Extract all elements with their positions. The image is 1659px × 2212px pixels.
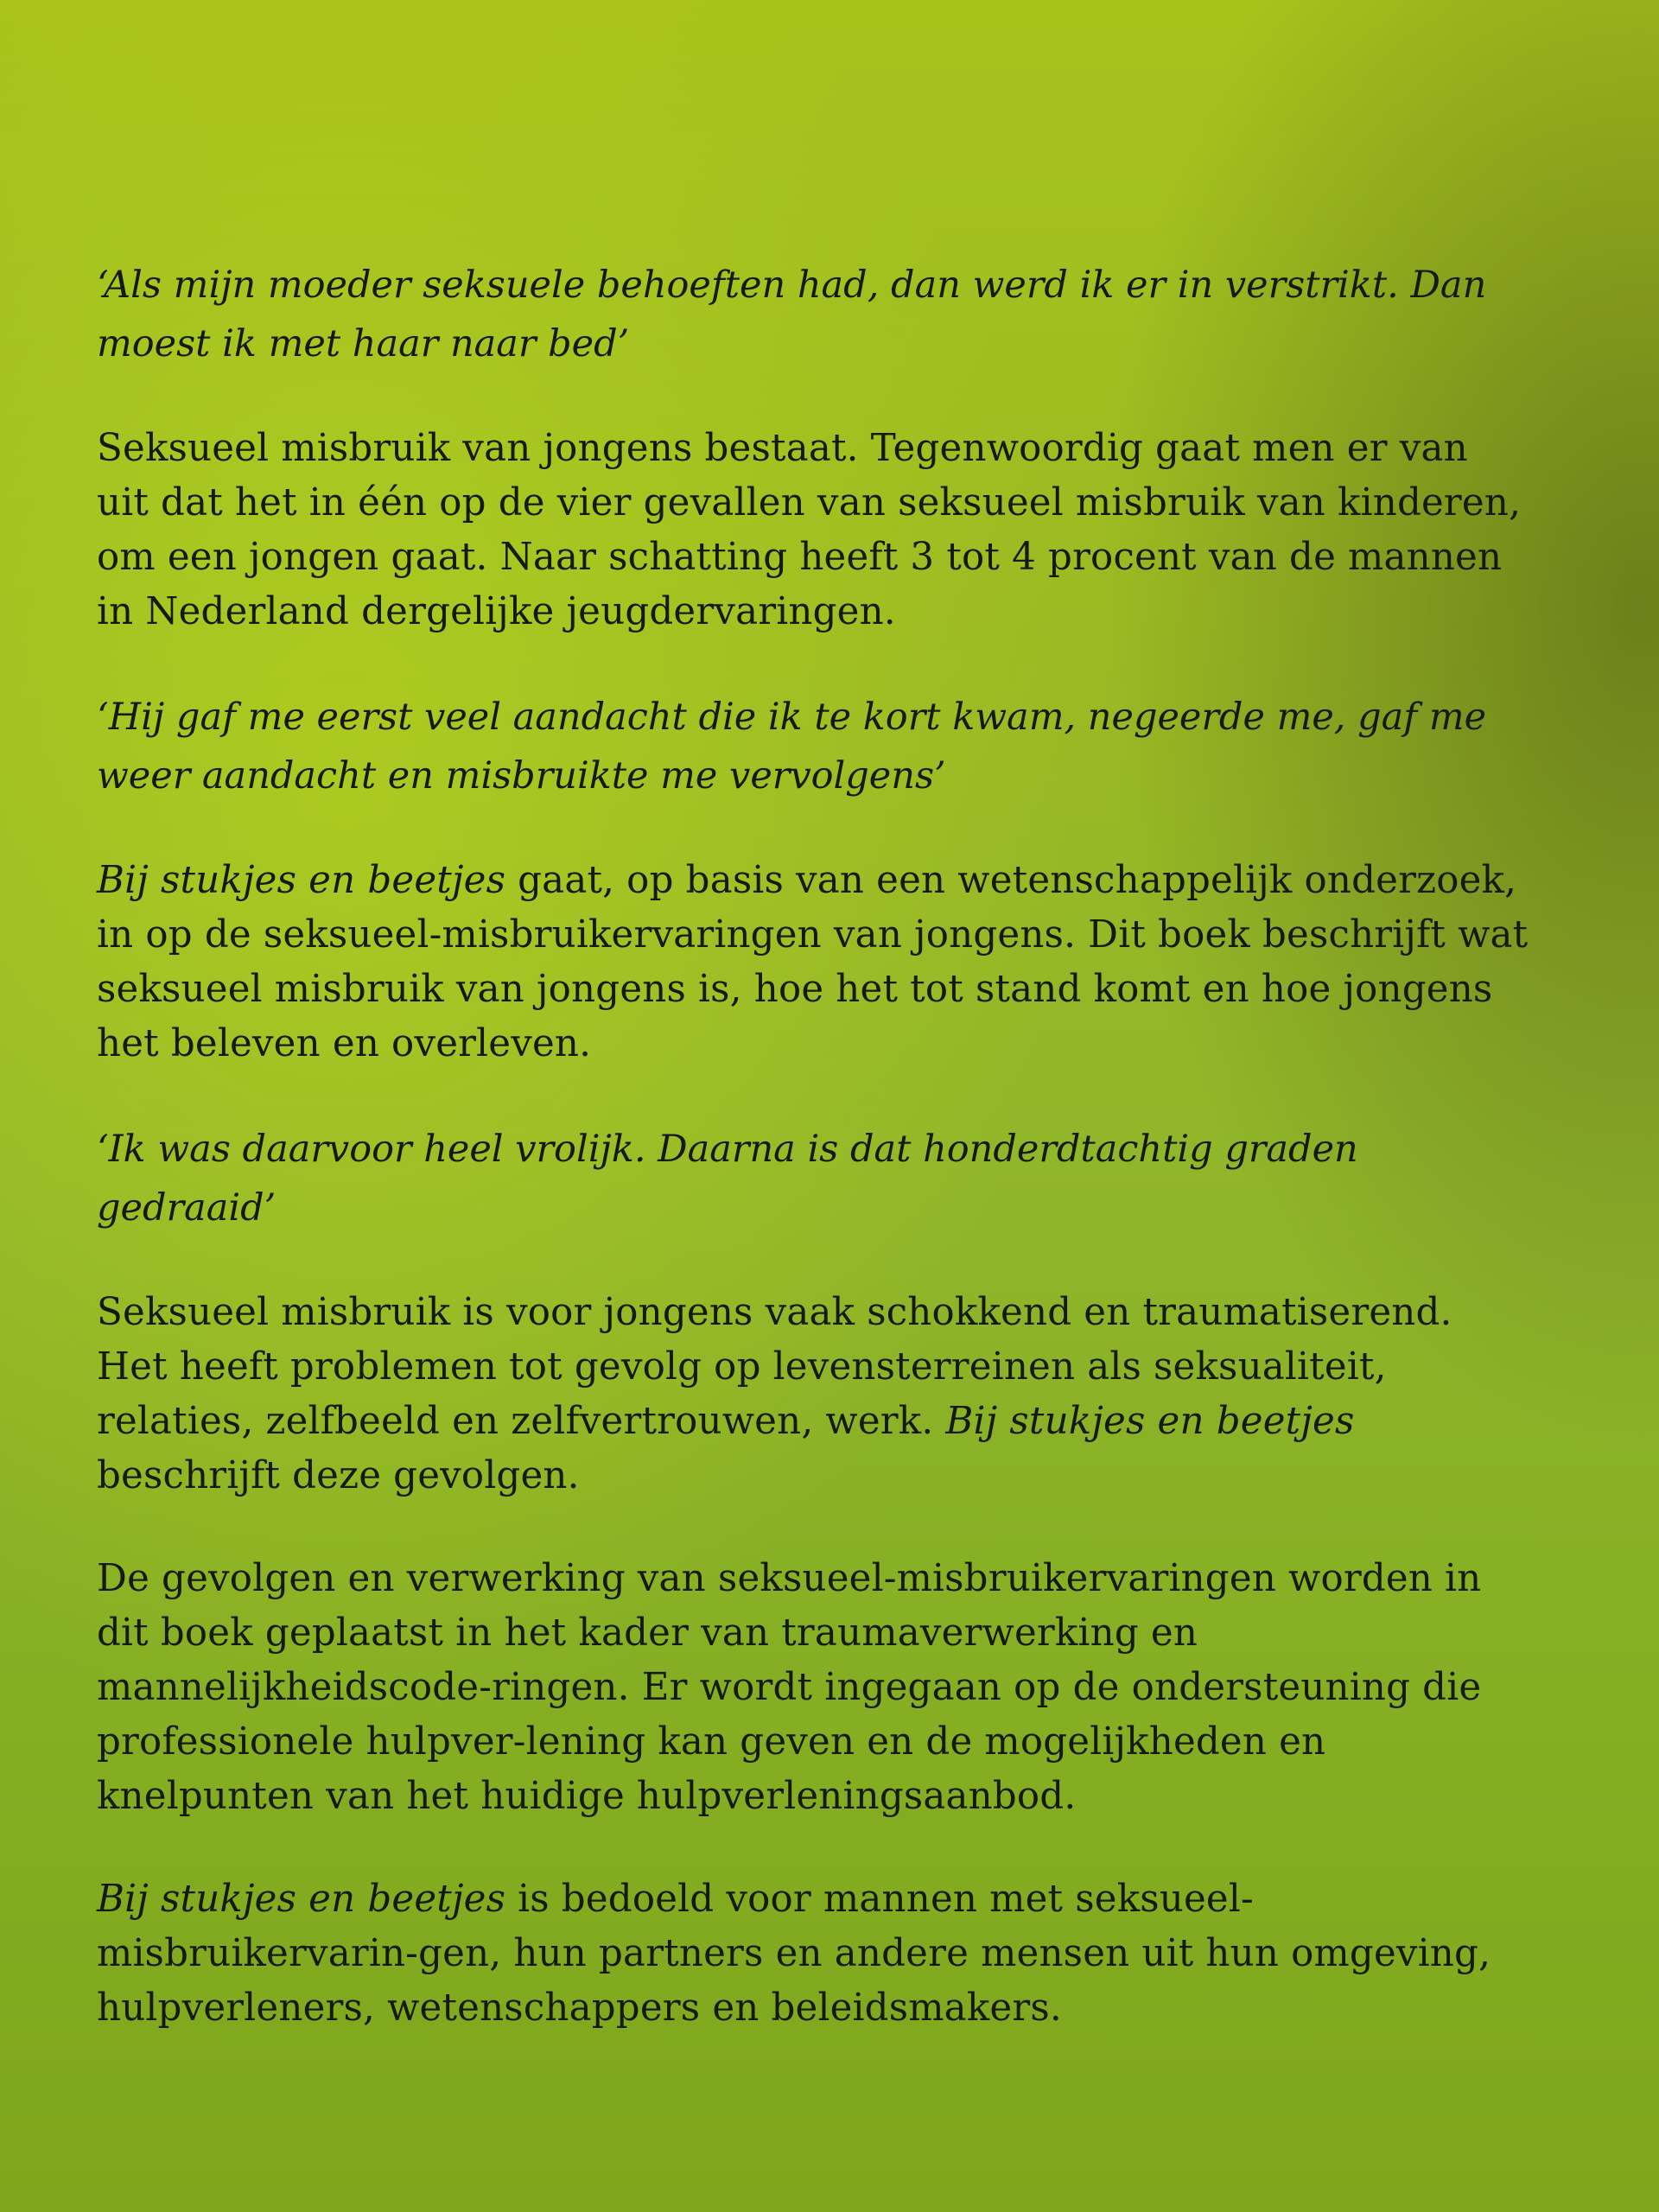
book-title-reference: Bij stukjes en beetjes <box>97 859 506 902</box>
paragraph-text: Seksueel misbruik is voor jongens vaak schokkend en traumatiserend. Het heeft problemen tot gevolg op levensterreinen als seksualiteit, relaties, zelfbeeld en zelfvertrouwen, werk. <box>97 1291 1452 1443</box>
book-title-reference: Bij stukjes en beetjes <box>97 1878 506 1921</box>
quote-mother: ‘Als mijn moeder seksuele behoeften had, dan werd ik er in verstrikt. Dan moest ik met haar naar bed’ <box>97 264 1487 365</box>
paragraph-text: gaat, op basis van een wetenschappelijk onderzoek, in op de seksueel-misbruikervaringen van jongens. Dit boek beschrijft wat seksueel misbruik van jongens is, hoe het tot stand komt en hoe jongens het beleven en overleven. <box>97 859 1529 1065</box>
paragraph-book-topic <box>97 854 1531 1071</box>
paragraph-text: is bedoeld voor mannen met seksueel-misbruikervarin-gen, hun partners en andere mensen uit hun omgeving, hulpverleners, wetenschappers en beleidsmakers. <box>97 1878 1491 2030</box>
quote-cheerful: ‘Ik was daarvoor heel vrolijk. Daarna is dat honderdtachtig graden gedraaid’ <box>97 1128 1358 1230</box>
paragraph-audience <box>97 1872 1531 2036</box>
paragraph-text: beschrijft deze gevolgen. <box>97 1454 580 1497</box>
quote-attention: ‘Hij gaf me eerst veel aandacht die ik te kort kwam, negeerde me, gaf me weer aandacht en misbruikte me vervolgens’ <box>97 696 1487 798</box>
paragraph-prevalence: Seksueel misbruik van jongens bestaat. Tegenwoordig gaat men er van uit dat het in één op de vier gevallen van seksueel misbruik van kinderen, om een jongen gaat. Naar schatting heeft 3 tot 4 procent van de mannen in Nederland dergelijke jeugdervaringen. <box>97 427 1522 633</box>
paragraph-consequences <box>97 1286 1531 1503</box>
paragraph-processing: De gevolgen en verwerking van seksueel-misbruikervaringen worden in dit boek geplaatst in het kader van traumaverwerking en mannelijkheidscode-ringen. Er wordt ingegaan op de ondersteuning die professionele hulpver-lening kan geven en de mogelijkheden en knelpunten van het huidige hulpverleningsaanbod. <box>97 1557 1482 1818</box>
book-title-reference: Bij stukjes en beetjes <box>945 1400 1355 1443</box>
back-cover-text <box>97 256 1531 2084</box>
